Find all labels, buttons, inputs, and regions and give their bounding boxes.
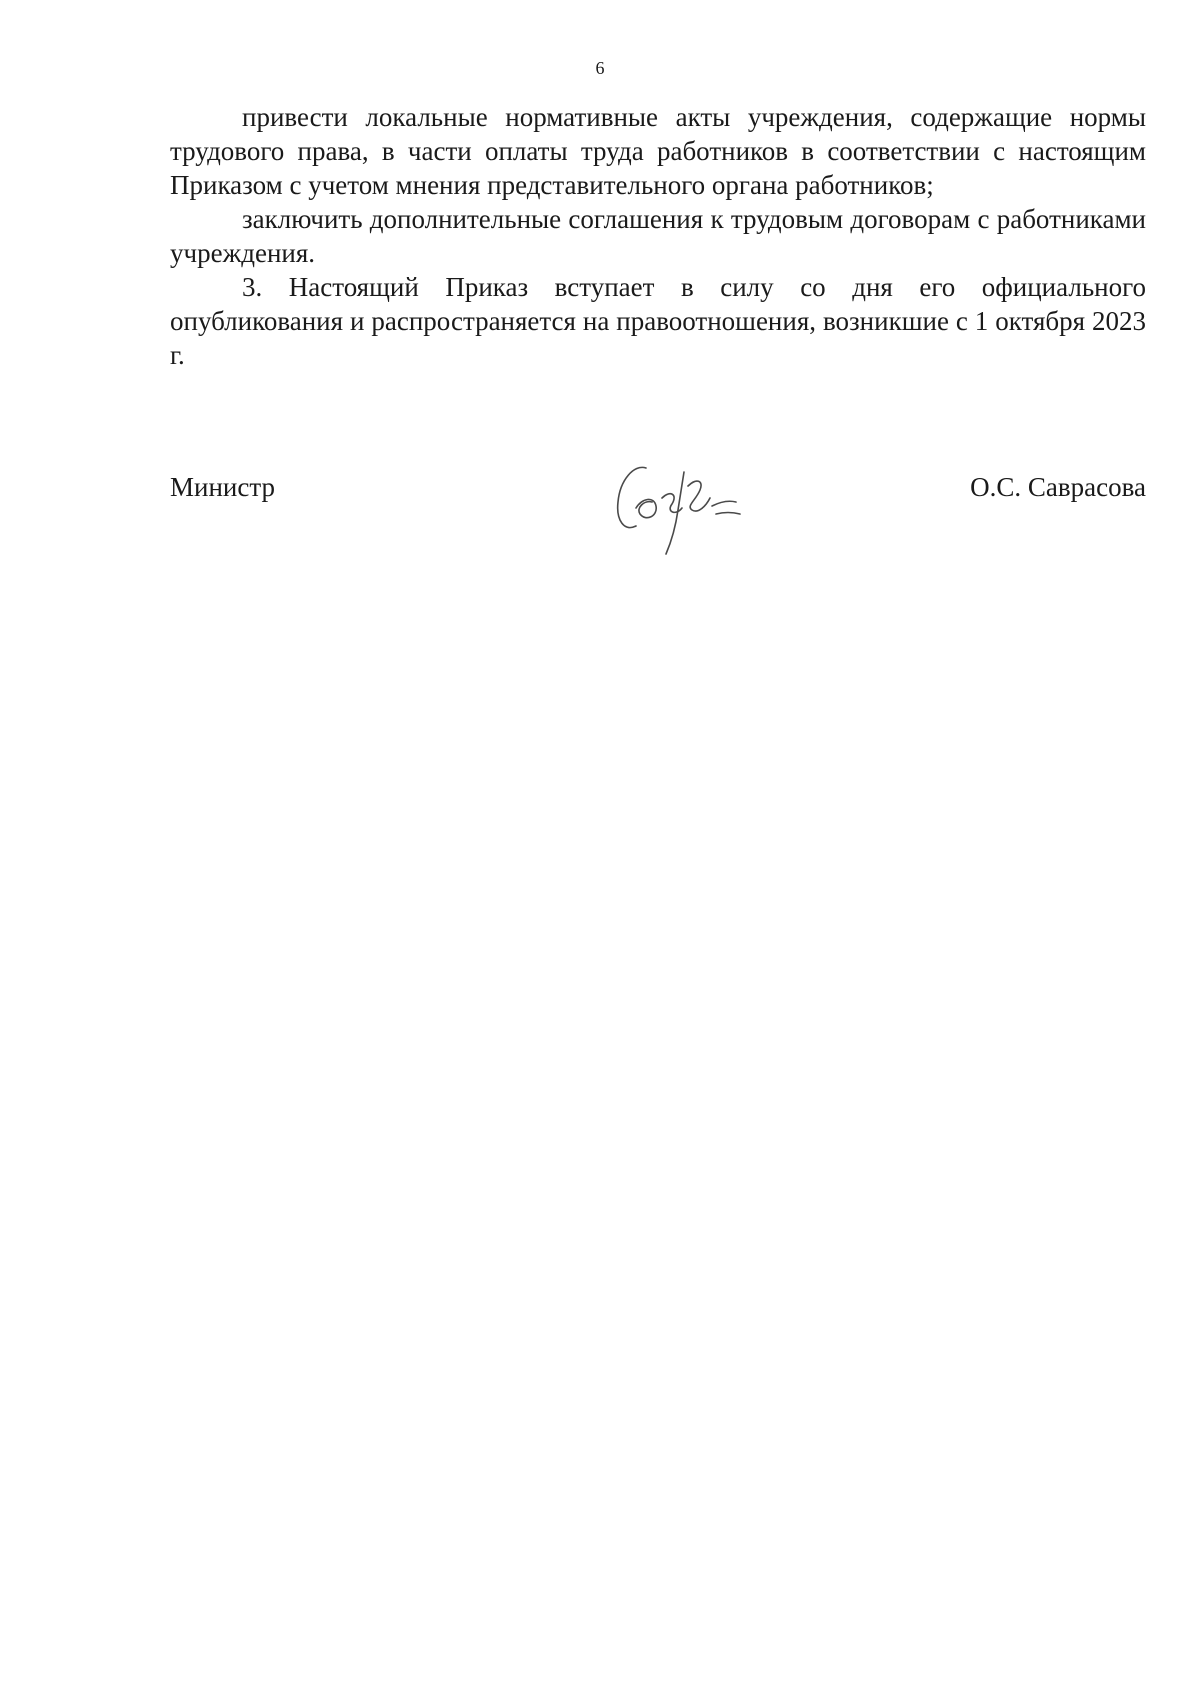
handwritten-signature-icon bbox=[606, 450, 766, 560]
signatory-title: Министр bbox=[170, 472, 275, 502]
signature-block bbox=[170, 462, 1146, 572]
signatory-name: О.С. Саврасова bbox=[970, 472, 1146, 502]
paragraph-local-acts: привести локальные нормативные акты учреждения, содержащие нормы трудового права, в части оплаты труда работников в соответствии с настоящим Приказом с учетом мнения представительного органа работников; bbox=[170, 102, 1146, 200]
page-number: 6 bbox=[595, 58, 605, 78]
body-text bbox=[170, 100, 1146, 372]
paragraph-effective-date: 3. Настоящий Приказ вступает в силу со дня его официального опубликования и распространяется на правоотношения, возникшие с 1 октября 2023 г. bbox=[170, 272, 1146, 370]
paragraph-additional-agreements: заключить дополнительные соглашения к трудовым договорам с работниками учреждения. bbox=[170, 204, 1146, 268]
